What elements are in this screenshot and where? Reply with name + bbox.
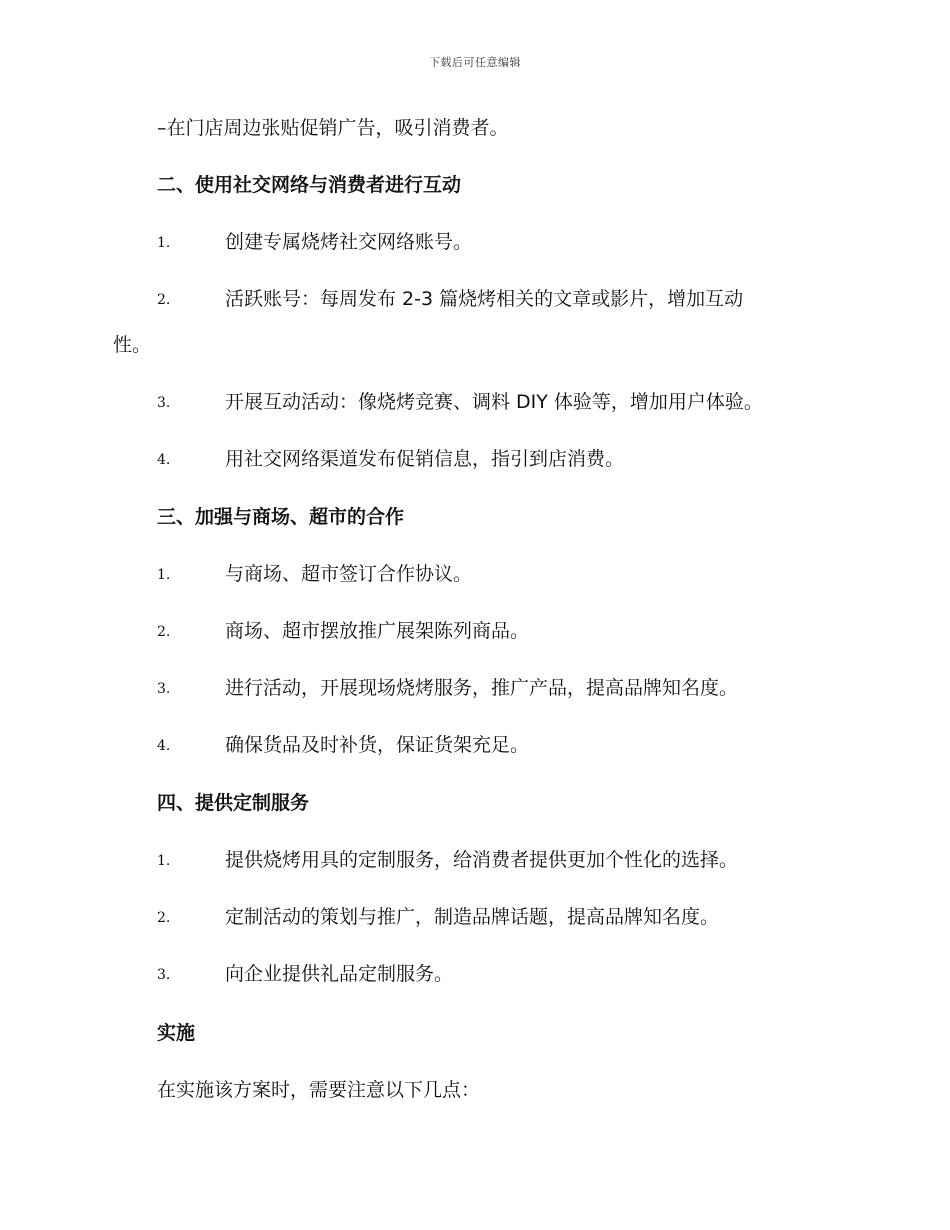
intro-line: –在门店周边张贴促销广告，吸引消费者。	[157, 117, 509, 139]
list-number: 1.	[157, 853, 171, 869]
list-number: 3.	[157, 395, 171, 411]
list-item-continuation: 性。	[113, 334, 152, 356]
list-number: 4.	[157, 452, 171, 468]
list-item: 用社交网络渠道发布促销信息，指引到店消费。	[225, 448, 625, 470]
list-item: 创建专属烧烤社交网络账号。	[225, 231, 473, 253]
list-item: 向企业提供礼品定制服务。	[225, 963, 454, 985]
implementation-title: 实施	[157, 1022, 196, 1044]
list-number: 3.	[157, 967, 171, 983]
list-item: 定制活动的策划与推广，制造品牌话题，提高品牌知名度。	[225, 906, 720, 928]
list-item: 确保货品及时补货，保证货架充足。	[225, 734, 530, 756]
list-number: 2.	[157, 292, 171, 308]
list-number: 4.	[157, 738, 171, 754]
section-4-title: 四、提供定制服务	[157, 792, 310, 814]
list-number: 1.	[157, 235, 171, 251]
page-header: 下载后可任意编辑	[429, 56, 521, 69]
list-item: 与商场、超市签订合作协议。	[225, 563, 473, 585]
list-item: 提供烧烤用具的定制服务，给消费者提供更加个性化的选择。	[225, 849, 739, 871]
list-number: 1.	[157, 567, 171, 583]
section-2-title: 二、使用社交网络与消费者进行互动	[157, 174, 462, 196]
list-item: 商场、超市摆放推广展架陈列商品。	[225, 620, 530, 642]
list-item: 进行活动，开展现场烧烤服务，推广产品，提高品牌知名度。	[225, 677, 739, 699]
implementation-text: 在实施该方案时，需要注意以下几点：	[157, 1079, 481, 1101]
list-number: 2.	[157, 624, 171, 640]
list-item: 开展互动活动：像烧烤竞赛、调料 DIY 体验等，增加用户体验。	[225, 391, 763, 413]
list-number: 3.	[157, 681, 171, 697]
section-3-title: 三、加强与商场、超市的合作	[157, 506, 405, 528]
list-number: 2.	[157, 910, 171, 926]
list-item: 活跃账号：每周发布 2-3 篇烧烤相关的文章或影片，增加互动	[225, 288, 744, 310]
